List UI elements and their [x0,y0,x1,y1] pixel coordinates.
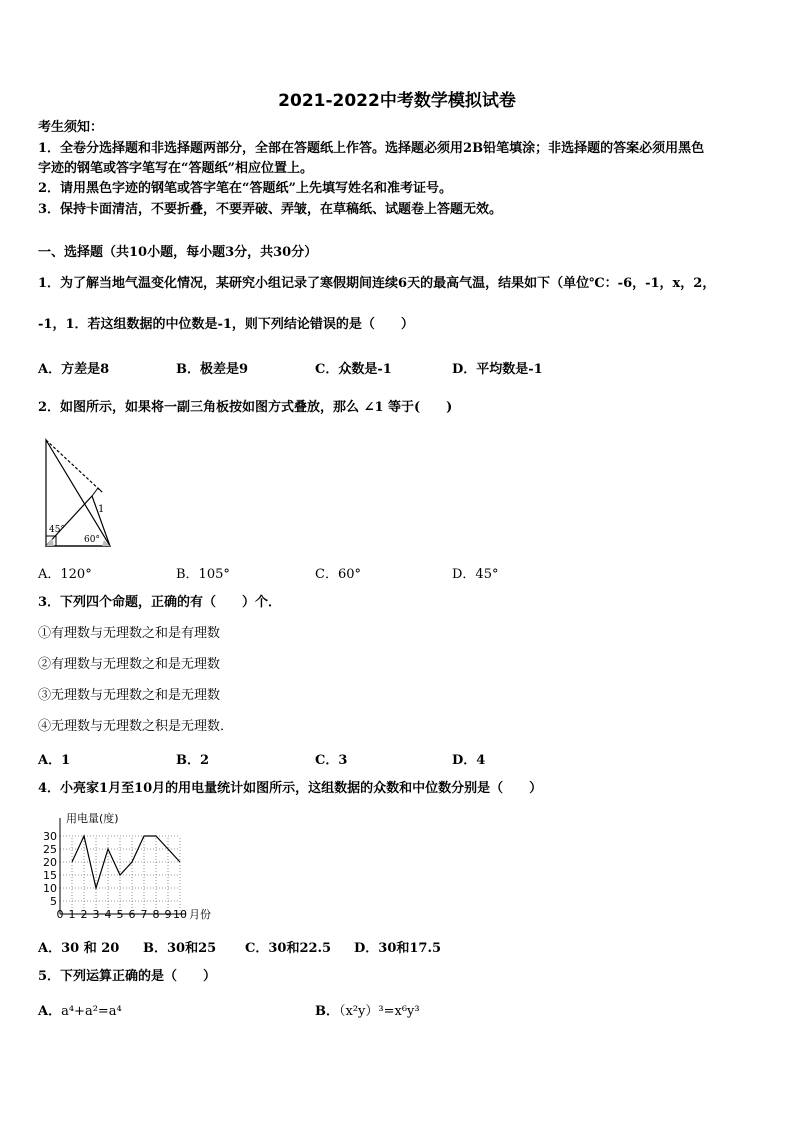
x-tick-label: 5 [116,908,124,921]
triangle-figure [40,436,120,550]
q4-option-d: D．30和17.5 [354,941,442,956]
x-tick-label: 1 [68,908,76,921]
q3-option-c: C．3 [315,753,348,768]
label-45: 45° [49,525,65,535]
y-tick-label: 30 [43,830,57,843]
notice-heading: 考生须知： [38,120,104,135]
y-axis-label: 用电量(度) [66,812,119,825]
notice-item: 3．保持卡面清洁，不要折叠，不要弄破、弄皱，在草稿纸、试题卷上答题无效。 [38,202,503,217]
x-tick-label: 4 [104,908,112,921]
x-tick-label: 3 [92,908,100,921]
x-tick-label: 2 [80,908,88,921]
q5-option-a-label: A． [38,1004,62,1019]
q5-option-b-expr: （x²y）³=x⁶y³ [339,1004,420,1019]
q1-option-a: A．方差是8 [38,362,110,377]
statement-2: ②有理数与无理数之和是无理数 [38,657,221,672]
y-tick-label: 10 [43,882,57,895]
right-angle-mark [92,488,102,496]
q5-option-b-label: B． [315,1004,339,1019]
section-heading: 一、选择题（共10小题，每小题3分，共30分） [38,245,318,260]
question-2: 2．如图所示，如果将一副三角板按如图方式叠放，那么 ∠1 等于( ) [38,400,453,415]
q1-option-d: D．平均数是-1 [452,362,543,377]
dashed-edge [46,440,102,492]
x-tick-label: 9 [164,908,172,921]
q5-option-a [38,1000,122,1019]
statement-3: ③无理数与无理数之和是无理数 [38,688,221,703]
x-axis-label: 月份 [189,908,211,921]
q4-option-a: A．30 和 20 [38,941,120,956]
q3-option-a: A．1 [38,753,71,768]
page-title: 2021-2022中考数学模拟试卷 [278,91,516,111]
y-tick-label: 20 [43,856,57,869]
notice-item: 2．请用黑色字迹的钢笔或答字笔在“答题纸”上先填写姓名和准考证号。 [38,181,453,196]
q2-option-b: B．105° [176,567,230,582]
question-1-line2: -1，1．若这组数据的中位数是-1，则下列结论错误的是（ ） [38,317,414,332]
q5-option-b [315,1000,420,1019]
q2-option-a: A．120° [38,567,92,582]
notice-item: 1．全卷分选择题和非选择题两部分，全部在答题纸上作答。选择题必须用2B铅笔填涂；非选择题的答案必须用黑色 [38,141,705,156]
q1-option-b: B．极差是9 [176,362,249,377]
q2-option-d: D．45° [452,567,499,582]
y-tick-label: 25 [43,843,57,856]
q4-option-c: C．30和22.5 [245,941,332,956]
x-tick-label: 8 [152,908,160,921]
x-tick-label: 6 [128,908,136,921]
y-tick-label: 15 [43,869,57,882]
q1-option-c: C．众数是-1 [315,362,392,377]
label-angle-1: 1 [98,504,105,515]
statement-4: ④无理数与无理数之积是无理数． [38,719,234,734]
label-60: 60° [84,535,100,545]
x-tick-label: 0 [56,908,64,921]
y-tick-label: 5 [50,895,57,908]
question-3: 3．下列四个命题，正确的有（ ）个． [38,595,282,610]
question-5: 5．下列运算正确的是（ ） [38,969,217,984]
x-tick-label: 10 [173,908,187,921]
q5-option-a-expr: a⁴+a²=a⁴ [61,1004,122,1019]
q2-option-c: C．60° [315,567,361,582]
usage-line-chart [36,808,216,924]
statement-1: ①有理数与无理数之和是有理数 [38,626,221,641]
q3-option-b: B．2 [176,753,210,768]
q3-option-d: D．4 [452,753,486,768]
question-1-line1: 1．为了解当地气温变化情况，某研究小组记录了寒假期间连续6天的最高气温，结果如下（单位℃：-6，-1，x，2， [38,276,716,291]
notice-item: 字迹的钢笔或答字笔写在“答题纸”相应位置上。 [38,161,313,176]
q4-option-b: B．30和25 [143,941,217,956]
question-4: 4．小亮家1月至10月的用电量统计如图所示，这组数据的众数和中位数分别是（ ） [38,781,543,796]
x-tick-label: 7 [140,908,148,921]
